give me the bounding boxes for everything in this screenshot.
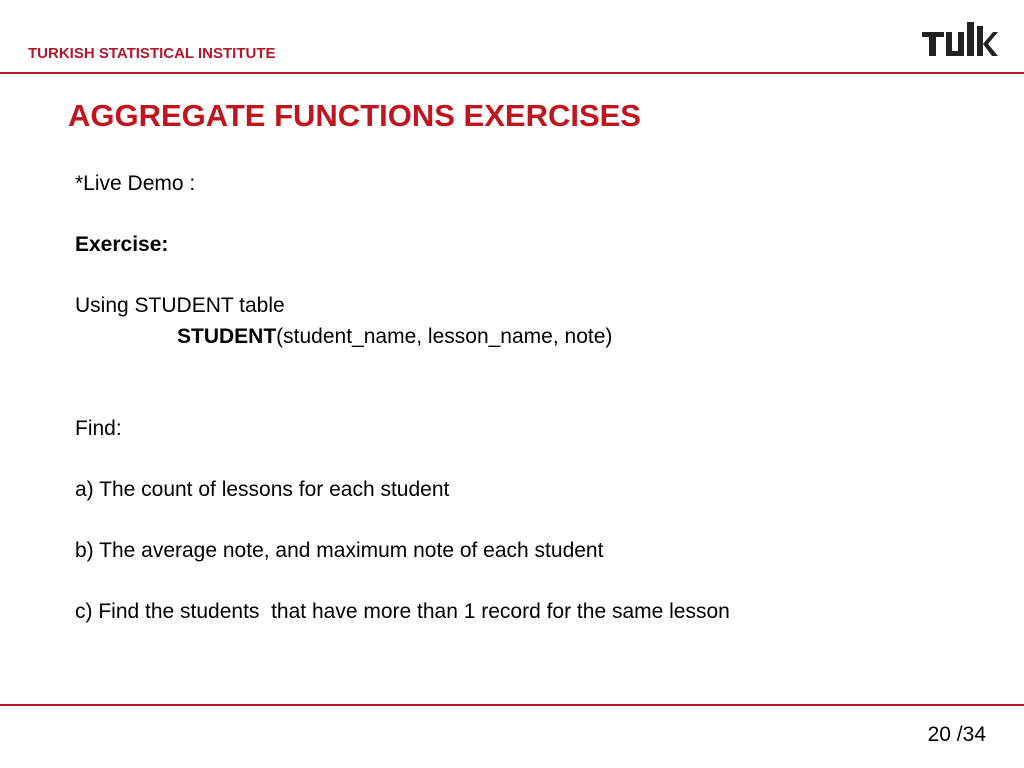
table-columns: (student_name, lesson_name, note) bbox=[276, 325, 613, 348]
live-demo-text: *Live Demo : bbox=[75, 172, 196, 195]
page-number: 20 /34 bbox=[927, 723, 986, 746]
list-item: b) The average note, and maximum note of each student bbox=[75, 539, 604, 562]
table-schema bbox=[177, 325, 612, 349]
exercise-label: Exercise: bbox=[75, 233, 169, 256]
list-item: c) Find the students that have more than 1 record for the same lesson bbox=[75, 600, 730, 623]
using-table-text: Using STUDENT table bbox=[75, 294, 285, 317]
header-divider bbox=[0, 72, 1024, 74]
tuik-logo-icon bbox=[922, 18, 998, 58]
slide-title: AGGREGATE FUNCTIONS EXERCISES bbox=[68, 98, 641, 133]
footer-divider bbox=[0, 704, 1024, 706]
list-item: a) The count of lessons for each student bbox=[75, 478, 450, 501]
table-name: STUDENT bbox=[177, 325, 277, 348]
organization-name: TURKISH STATISTICAL INSTITUTE bbox=[28, 45, 276, 62]
find-label: Find: bbox=[75, 417, 122, 440]
